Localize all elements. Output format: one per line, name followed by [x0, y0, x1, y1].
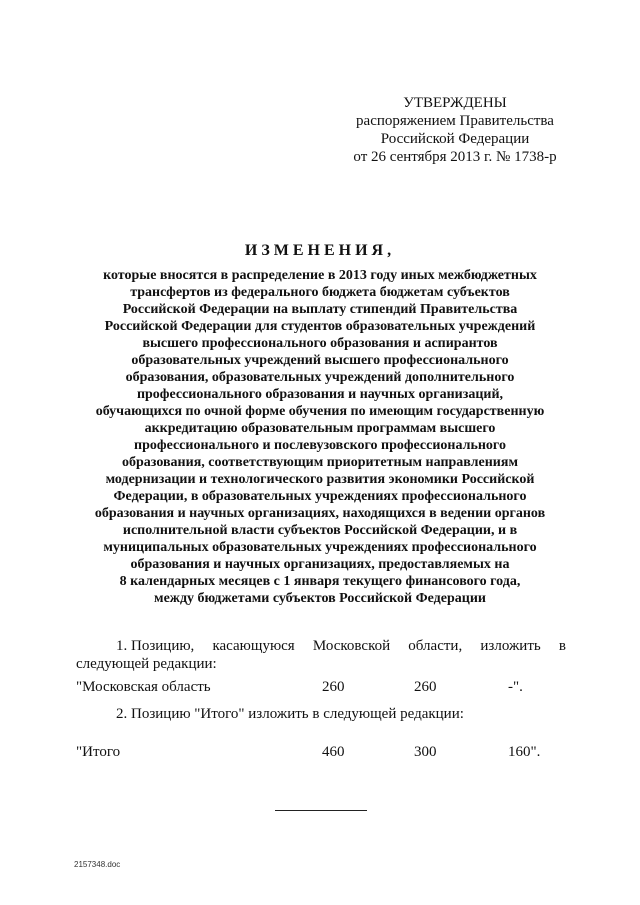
- document-file-id: 2157348.doc: [74, 860, 121, 869]
- subtitle-line: Российской Федерации для студентов образовательных учреждений: [104, 319, 536, 334]
- item-1-line-2: следующей редакции:: [76, 656, 217, 672]
- subtitle-line: образования и научных организациях, предоставляемых на: [130, 557, 510, 572]
- row-name: "Итого: [76, 744, 121, 760]
- subtitle-line: высшего профессионального образования и аспирантов: [142, 336, 498, 351]
- item-1-word: в: [558, 638, 566, 654]
- row-value-2: 260: [414, 679, 437, 695]
- approval-line-date: от 26 сентября 2013 г. № 1738-р: [353, 149, 557, 165]
- subtitle-line: муниципальных образовательных учреждениях профессионального: [103, 540, 537, 555]
- table-row-total: [76, 744, 576, 762]
- subtitle-line: аккредитацию образовательным программам высшего: [144, 421, 496, 436]
- subtitle-line: образования, соответствующим приоритетным направлениям: [122, 455, 518, 470]
- table-row-moscow: [76, 679, 576, 697]
- row-value-3: -".: [508, 679, 523, 695]
- subtitle-line: модернизации и технологического развития экономики Российской: [105, 472, 535, 487]
- row-value-3: 160".: [508, 744, 541, 760]
- subtitle-line: 8 календарных месяцев с 1 января текущего финансового года,: [119, 574, 521, 589]
- item-1-word: Московской: [312, 638, 391, 654]
- document-subtitle: [60, 267, 580, 607]
- row-value-2: 300: [414, 744, 437, 760]
- subtitle-line: Российской Федерации на выплату стипендий Правительства: [122, 302, 518, 317]
- subtitle-line: обучающихся по очной форме обучения по имеющим государственную: [95, 404, 545, 419]
- item-1-word: области,: [408, 638, 463, 654]
- subtitle-line: образовательных учреждений высшего профессионального: [131, 353, 509, 368]
- item-2-text: 2. Позицию "Итого" изложить в следующей редакции:: [116, 706, 464, 722]
- subtitle-line: профессионального образования и научных организаций,: [136, 387, 504, 402]
- item-1-line-1: [116, 638, 566, 655]
- document-title: ИЗМЕНЕНИЯ,: [244, 242, 396, 259]
- subtitle-line: образования, образовательных учреждений дополнительного: [125, 370, 515, 385]
- subtitle-line: которые вносятся в распределение в 2013 году иных межбюджетных: [103, 268, 537, 283]
- subtitle-line: исполнительной власти субъектов Российской Федерации, и в: [122, 523, 518, 538]
- approval-heading: УТВЕРЖДЕНЫ: [403, 95, 507, 111]
- row-name: "Московская область: [76, 679, 211, 695]
- item-1-word: 1. Позицию,: [116, 638, 195, 654]
- subtitle-line: образования и научных организациях, находящихся в ведении органов: [94, 506, 546, 521]
- approval-block: [330, 94, 580, 166]
- item-1-word: изложить: [480, 638, 541, 654]
- subtitle-line: трансфертов из федерального бюджета бюджетам субъектов: [130, 285, 510, 300]
- approval-line-government: Российской Федерации: [380, 131, 530, 147]
- subtitle-line: профессионального и послевузовского профессионального: [134, 438, 506, 453]
- item-1-word: касающуюся: [212, 638, 295, 654]
- approval-line-order: распоряжением Правительства: [356, 113, 554, 129]
- subtitle-line: между бюджетами субъектов Российской Федерации: [154, 591, 486, 606]
- row-value-1: 260: [322, 679, 345, 695]
- subtitle-line: Федерации, в образовательных учреждениях профессионального: [113, 489, 527, 504]
- closing-separator-line: [275, 810, 367, 811]
- row-value-1: 460: [322, 744, 345, 760]
